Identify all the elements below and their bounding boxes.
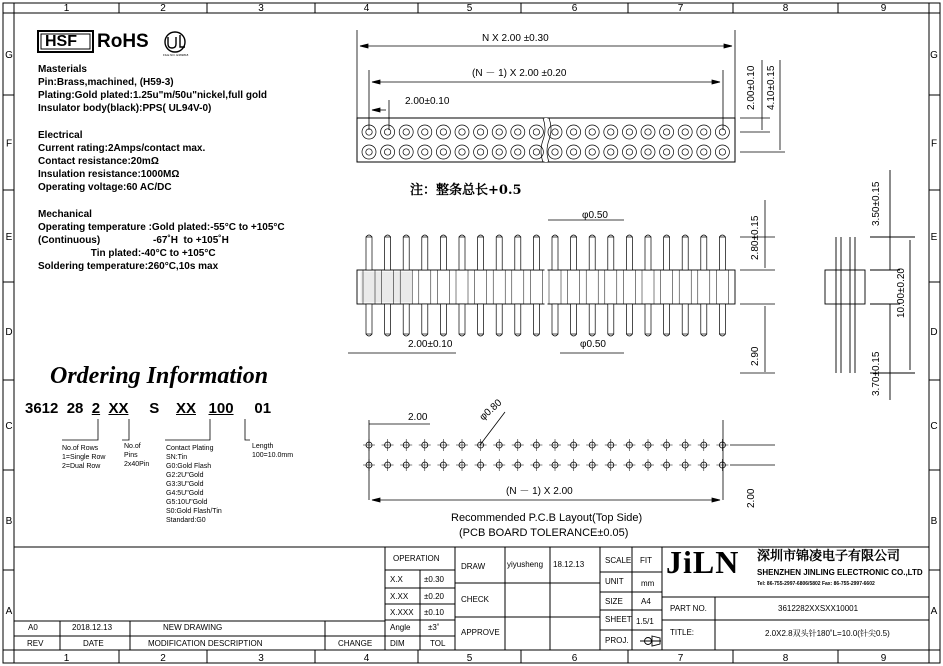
electrical-line: Current rating:2Amps/contact max. — [38, 143, 206, 154]
tol-dim: X.X — [390, 575, 403, 584]
legend-line: 100=10.0mm — [252, 452, 294, 459]
dim-pin-dia-bottom: φ0.50 — [580, 339, 606, 350]
zone-col-label: 6 — [571, 3, 578, 14]
dim-pitch-top: 2.00±0.10 — [405, 96, 450, 107]
unit-label: UNIT — [605, 577, 624, 586]
dim-v-370: 3.70±0.15 — [871, 351, 882, 396]
hdr-tol: TOL — [430, 639, 446, 648]
rows-legend — [62, 444, 105, 471]
zone-row-label: B — [930, 516, 938, 527]
zone-row-label: G — [5, 50, 13, 61]
materials-line: Pin:Brass,machined, (H59-3) — [38, 77, 174, 88]
electrical-title: Electrical — [38, 130, 83, 141]
part-no-value: 3612282XXSXX10001 — [778, 604, 859, 613]
code-pins: XX — [108, 400, 129, 417]
materials-line: Plating:Gold plated:1.25u"m/50u"nickel,full gold — [38, 90, 267, 101]
zone-col-label: 3 — [258, 653, 264, 664]
zone-col-label: 2 — [160, 3, 166, 14]
legend-line: G4:5U"Gold — [166, 490, 204, 497]
tol-dim: X.XX — [390, 592, 409, 601]
zone-row-label: D — [930, 327, 938, 338]
zone-row-label: G — [930, 50, 938, 61]
zone-row-label: F — [930, 138, 938, 150]
zone-row-label: A — [930, 606, 938, 617]
legend-line: Standard:G0 — [166, 517, 206, 524]
dim-v-350: 3.50±0.15 — [871, 181, 882, 226]
size-label: SIZE — [605, 597, 623, 606]
hdr-desc: MODIFICATION DESCRIPTION — [148, 639, 263, 648]
tol-value: ±0.20 — [424, 592, 444, 601]
pcb-title: Recommended P.C.B Layout(Top Side) — [451, 512, 643, 524]
legend-line: 1=Single Row — [62, 454, 106, 461]
dim-pcb-v: 2.00 — [746, 488, 757, 508]
hdr-date: DATE — [83, 639, 104, 648]
scale-label: SCALE — [605, 556, 632, 565]
length-legend — [252, 442, 293, 460]
zone-col-label: 3 — [258, 3, 264, 14]
size-value: A4 — [641, 597, 651, 606]
rohs-logo: RoHS — [97, 31, 149, 52]
dim-pcb-len: (N － 1) X 2.00 — [506, 486, 573, 497]
legend-line: 2=Dual Row — [62, 463, 101, 470]
zone-col-label: 7 — [677, 3, 684, 14]
zone-col-label: 9 — [880, 653, 887, 664]
tol-value: ±3˚ — [428, 623, 440, 632]
tol-dim: Angle — [390, 623, 411, 632]
title-value: 2.0X2.8双头针180˚L=10.0(针尖0.5) — [765, 629, 890, 638]
legend-line: S0:Gold Flash/Tin — [166, 508, 222, 515]
draw-label: DRAW — [461, 562, 486, 571]
dim-n-minus: (N － 1) X 2.00 ±0.20 — [472, 68, 567, 79]
mechanical-line: (Continuous) -67˚H to +105˚H — [38, 235, 229, 246]
brand-logo: JiLN — [666, 544, 740, 580]
operation-label: OPERATION — [393, 554, 440, 563]
mechanical-line: Operating temperature :Gold plated:-55°C to +105°C — [38, 222, 285, 233]
hsf-text: HSF — [45, 33, 77, 50]
legend-line: G2:2U"Gold — [166, 472, 204, 479]
dim-pcb-pitch: 2.00 — [408, 412, 428, 423]
zone-col-label: 5 — [466, 3, 473, 14]
tol-value: ±0.10 — [424, 608, 444, 617]
electrical-line: Operating voltage:60 AC/DC — [38, 182, 172, 193]
materials-line: Insulator body(black):PPS( UL94V-0) — [38, 103, 212, 114]
legend-line: G3:3U"Gold — [166, 481, 204, 488]
dim-pin-dia-top: φ0.50 — [582, 210, 608, 221]
zone-col-label: 7 — [677, 653, 684, 664]
proj-label: PROJ. — [605, 636, 629, 645]
electrical-line: Insulation resistance:1000MΩ — [38, 169, 180, 180]
tol-value: ±0.30 — [424, 575, 444, 584]
part-no-label: PART NO. — [670, 604, 707, 613]
zone-row-label: B — [5, 516, 13, 527]
zone-row-label: E — [930, 232, 938, 243]
dim-v-1000: 10.00±0.20 — [896, 268, 907, 318]
code-type: 28 — [66, 400, 84, 417]
materials-title: Masterials — [38, 64, 87, 75]
legend-line: No.of Rows — [62, 445, 99, 452]
legend-line: Pins — [124, 452, 138, 459]
sheet-value: 1.5/1 — [636, 617, 654, 626]
plating-legend — [166, 444, 222, 525]
dim-pcb-hole: φ0.80 — [477, 397, 505, 423]
note-total-length: 注：整条总长+0.5 — [410, 183, 522, 198]
legend-line: Length — [252, 443, 274, 450]
unit-value: mm — [641, 579, 655, 588]
company-cn: 深圳市锦凌电子有限公司 — [757, 549, 901, 564]
pcb-tolerance: (PCB BOARD TOLERANCE±0.05) — [459, 527, 629, 539]
legend-line: No.of — [124, 443, 141, 450]
code-plating: XX — [175, 400, 196, 417]
rev-value: A0 — [28, 623, 38, 632]
legend-line: G5:10U"Gold — [166, 499, 208, 506]
zone-col-label: 5 — [466, 653, 473, 664]
company-en: SHENZHEN JINLING ELECTRONIC CO.,LTD — [757, 568, 923, 577]
zone-col-label: 8 — [782, 3, 789, 14]
mechanical-line: Soldering temperature:260°C,10s max — [38, 261, 219, 272]
zone-row-label: E — [5, 232, 13, 243]
code-s: S — [149, 400, 160, 417]
dim-v-200: 2.00±0.10 — [746, 65, 757, 110]
zone-col-label: 4 — [363, 3, 370, 14]
scale-value: FIT — [640, 556, 652, 565]
code-length: 100 — [208, 400, 234, 417]
mechanical-line: Tin plated:-40°C to +105°C — [38, 248, 216, 259]
hdr-change: CHANGE — [338, 639, 373, 648]
dim-v-410: 4.10±0.15 — [766, 65, 777, 110]
dim-pitch-side: 2.00±0.10 — [408, 339, 453, 350]
electrical-line: Contact resistance:20mΩ — [38, 156, 159, 167]
dim-v-290: 2.90 — [750, 346, 761, 366]
hdr-rev: REV — [27, 639, 44, 648]
code-rows: 2 — [91, 400, 101, 417]
ordering-title: Ordering Information — [50, 363, 269, 389]
zone-row-label: C — [5, 421, 13, 432]
hdr-dim: DIM — [390, 639, 405, 648]
zone-col-label: 2 — [160, 653, 166, 664]
zone-col-label: 9 — [880, 3, 887, 14]
legend-line: 2x40Pin — [124, 461, 150, 468]
sheet-label: SHEET — [605, 615, 632, 624]
approve-label: APPROVE — [461, 628, 500, 637]
legend-line: SN:Tin — [166, 454, 188, 461]
company-tel: Tel: 86-755-2997-6806/5802 Fax: 86-755-2997-6602 — [757, 581, 875, 587]
rev-date: 2018.12.13 — [72, 623, 113, 632]
zone-col-label: 4 — [363, 653, 370, 664]
zone-col-label: 1 — [63, 3, 70, 14]
zone-col-label: 6 — [571, 653, 578, 664]
check-label: CHECK — [461, 595, 490, 604]
tol-dim: X.XXX — [390, 608, 414, 617]
title-label: TITLE: — [670, 628, 695, 637]
mechanical-title: Mechanical — [38, 209, 92, 220]
zone-row-label: F — [5, 138, 13, 150]
pins-legend — [124, 442, 149, 469]
code-series: 3612 — [25, 400, 59, 417]
code-suffix: 01 — [254, 400, 272, 417]
ul-caption: FILE NO. E369818 — [163, 53, 189, 57]
rev-desc: NEW DRAWING — [163, 623, 223, 632]
zone-col-label: 1 — [63, 653, 70, 664]
zone-row-label: A — [5, 606, 13, 617]
zone-row-label: C — [930, 421, 938, 432]
zone-row-label: D — [5, 327, 13, 338]
dim-n-total: N X 2.00 ±0.30 — [482, 33, 549, 44]
zone-col-label: 8 — [782, 653, 789, 664]
legend-line: Contact Plating — [166, 445, 214, 452]
draw-date: 18.12.13 — [553, 560, 585, 569]
dim-v-280: 2.80±0.15 — [750, 215, 761, 260]
legend-line: G0:Gold Flash — [166, 463, 212, 470]
drawer-name: yiyusheng — [507, 560, 544, 569]
